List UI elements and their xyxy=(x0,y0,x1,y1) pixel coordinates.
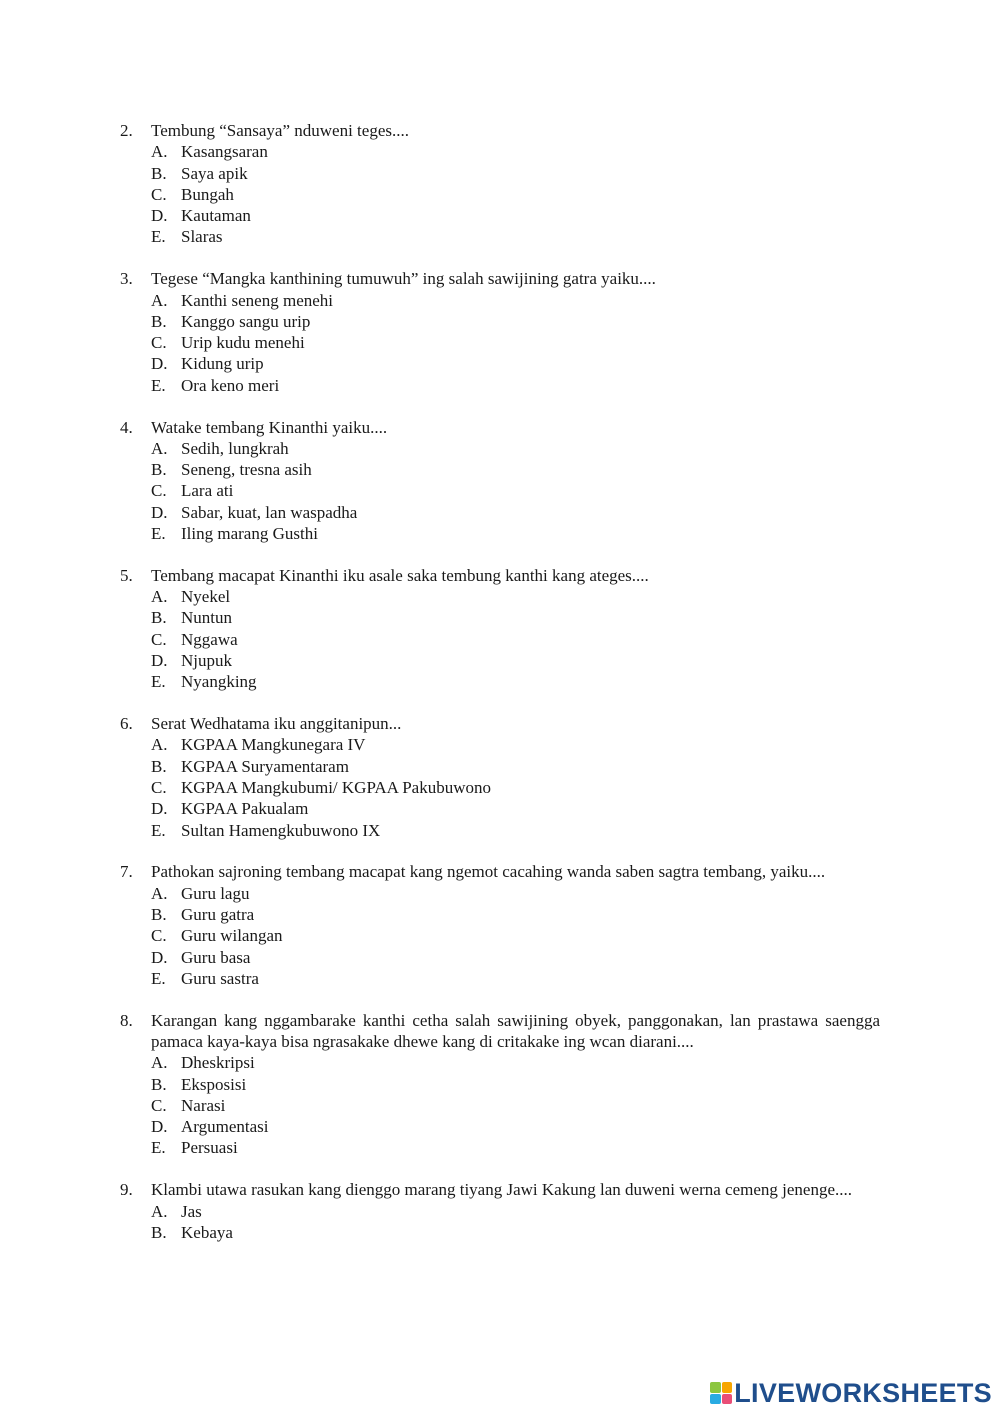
question-stem xyxy=(120,713,880,734)
answer-option[interactable] xyxy=(120,141,880,162)
question-number: 3. xyxy=(120,269,133,289)
option-letter: A. xyxy=(151,735,168,755)
answer-option[interactable] xyxy=(120,607,880,628)
question-number: 9. xyxy=(120,1180,133,1200)
answer-option[interactable] xyxy=(120,184,880,205)
question-text: Tembung “Sansaya” nduweni teges.... xyxy=(151,121,409,140)
option-letter: B. xyxy=(151,608,167,628)
question-number: 7. xyxy=(120,862,133,882)
option-letter: A. xyxy=(151,883,168,903)
question-item xyxy=(120,417,880,545)
answer-option[interactable] xyxy=(120,1074,880,1095)
option-text: Urip kudu menehi xyxy=(181,333,305,353)
answer-option[interactable] xyxy=(120,290,880,311)
option-text: Nuntun xyxy=(181,608,232,628)
question-item xyxy=(120,713,880,841)
option-text: Guru sastra xyxy=(181,968,259,988)
question-stem xyxy=(120,1010,880,1053)
option-letter: C. xyxy=(151,926,167,946)
answer-option[interactable] xyxy=(120,671,880,692)
option-text: Sedih, lungkrah xyxy=(181,438,289,458)
option-text: Nyangking xyxy=(181,672,257,692)
answer-option[interactable] xyxy=(120,502,880,523)
option-text: KGPAA Mangkubumi/ KGPAA Pakubuwono xyxy=(181,778,491,798)
question-text: Klambi utawa rasukan kang dienggo marang tiyang Jawi Kakung lan duweni werna cemeng jenenge.... xyxy=(151,1180,853,1200)
option-list xyxy=(120,586,880,692)
option-text: Bungah xyxy=(181,184,234,204)
option-letter: E. xyxy=(151,820,166,840)
answer-option[interactable] xyxy=(120,756,880,777)
option-text: Seneng, tresna asih xyxy=(181,460,312,480)
option-letter: E. xyxy=(151,227,166,247)
answer-option[interactable] xyxy=(120,1201,880,1222)
option-list xyxy=(120,1201,880,1244)
option-letter: A. xyxy=(151,1053,168,1073)
option-list xyxy=(120,141,880,247)
answer-option[interactable] xyxy=(120,883,880,904)
answer-option[interactable] xyxy=(120,629,880,650)
option-text: Dheskripsi xyxy=(181,1053,255,1073)
option-text: Iling marang Gusthi xyxy=(181,524,318,544)
question-text: Karangan kang nggambarake kanthi cetha salah sawijining obyek, panggonakan, lan prastawa saengga pamaca kaya-kaya bisa ngrasakake dhewe kang di critakake ing wcan diarani.... xyxy=(151,1010,880,1051)
option-text: Kasangsaran xyxy=(181,142,268,162)
answer-option[interactable] xyxy=(120,1137,880,1158)
answer-option[interactable] xyxy=(120,1222,880,1243)
answer-option[interactable] xyxy=(120,1116,880,1137)
question-item xyxy=(120,120,880,248)
question-number: 4. xyxy=(120,417,133,437)
option-text: Argumentasi xyxy=(181,1117,269,1137)
option-text: Kidung urip xyxy=(181,354,264,374)
answer-option[interactable] xyxy=(120,523,880,544)
option-letter: D. xyxy=(151,502,168,522)
question-text: Serat Wedhatama iku anggitanipun... xyxy=(151,714,402,734)
question-item xyxy=(120,1179,880,1243)
option-text: Guru gatra xyxy=(181,905,255,924)
option-letter: D. xyxy=(151,947,168,967)
answer-option[interactable] xyxy=(120,798,880,819)
option-letter: A. xyxy=(151,438,168,458)
option-letter: B. xyxy=(151,311,167,331)
option-letter: D. xyxy=(151,206,168,226)
question-stem xyxy=(120,417,880,438)
question-stem xyxy=(120,861,880,882)
answer-option[interactable] xyxy=(120,777,880,798)
option-text: Slaras xyxy=(181,227,223,247)
answer-option[interactable] xyxy=(120,650,880,671)
question-item xyxy=(120,861,880,989)
answer-option[interactable] xyxy=(120,904,880,925)
option-letter: D. xyxy=(151,354,168,374)
option-letter: C. xyxy=(151,1095,167,1115)
answer-option[interactable] xyxy=(120,586,880,607)
answer-option[interactable] xyxy=(120,375,880,396)
question-stem xyxy=(120,120,880,141)
option-text: Kautaman xyxy=(181,206,251,226)
answer-option[interactable] xyxy=(120,438,880,459)
question-text: Pathokan sajroning tembang macapat kang ngemot cacahing wanda saben sagtra tembang, yaiku.... xyxy=(151,862,826,882)
option-list xyxy=(120,438,880,544)
liveworksheets-logo xyxy=(710,1377,992,1409)
question-text: Tembang macapat Kinanthi iku asale saka tembung kanthi kang ateges.... xyxy=(151,565,649,585)
question-item xyxy=(120,268,880,396)
answer-option[interactable] xyxy=(120,734,880,755)
answer-option[interactable] xyxy=(120,353,880,374)
answer-option[interactable] xyxy=(120,332,880,353)
question-item xyxy=(120,1010,880,1159)
option-text: Guru basa xyxy=(181,947,251,967)
option-letter: D. xyxy=(151,1117,168,1137)
option-list xyxy=(120,883,880,989)
logo-text: LIVEWORKSHEETS xyxy=(734,1377,992,1408)
option-letter: E. xyxy=(151,524,166,544)
question-number: 5. xyxy=(120,565,133,585)
option-letter: B. xyxy=(151,756,167,776)
option-text: Sabar, kuat, lan waspadha xyxy=(181,502,358,522)
option-letter: E. xyxy=(151,968,166,988)
question-list xyxy=(120,120,880,1264)
option-letter: B. xyxy=(151,1074,167,1094)
question-number: 8. xyxy=(120,1010,133,1030)
option-text: Nggawa xyxy=(181,629,238,649)
liveworksheets-logo-icon xyxy=(710,1382,732,1404)
option-list xyxy=(120,734,880,840)
option-text: KGPAA Pakualam xyxy=(181,799,309,819)
option-text: Guru wilangan xyxy=(181,926,283,946)
answer-option[interactable] xyxy=(120,947,880,968)
answer-option[interactable] xyxy=(120,820,880,841)
question-number: 2. xyxy=(120,121,133,140)
option-letter: C. xyxy=(151,481,167,501)
answer-option[interactable] xyxy=(120,1095,880,1116)
question-stem xyxy=(120,1179,880,1200)
answer-option[interactable] xyxy=(120,968,880,989)
option-text: Njupuk xyxy=(181,651,232,671)
option-text: Sultan Hamengkubuwono IX xyxy=(181,820,381,840)
answer-option[interactable] xyxy=(120,311,880,332)
option-text: KGPAA Suryamentaram xyxy=(181,756,349,776)
question-number: 6. xyxy=(120,714,133,734)
answer-option[interactable] xyxy=(120,925,880,946)
option-list xyxy=(120,290,880,396)
option-text: Jas xyxy=(181,1201,202,1221)
option-letter: C. xyxy=(151,629,167,649)
question-stem xyxy=(120,565,880,586)
question-item xyxy=(120,565,880,693)
question-text: Tegese “Mangka kanthining tumuwuh” ing salah sawijining gatra yaiku.... xyxy=(151,269,656,289)
option-letter: C. xyxy=(151,333,167,353)
option-letter: A. xyxy=(151,587,168,607)
option-letter: E. xyxy=(151,672,166,692)
option-letter: E. xyxy=(151,375,166,395)
answer-option[interactable] xyxy=(120,1052,880,1073)
option-letter: E. xyxy=(151,1138,166,1158)
answer-option[interactable] xyxy=(120,480,880,501)
option-letter: A. xyxy=(151,290,168,310)
answer-option[interactable] xyxy=(120,459,880,480)
option-letter: B. xyxy=(151,905,167,924)
option-letter: B. xyxy=(151,1222,167,1242)
option-text: Narasi xyxy=(181,1095,226,1115)
option-text: Guru lagu xyxy=(181,883,250,903)
option-text: Ora keno meri xyxy=(181,375,280,395)
option-letter: B. xyxy=(151,460,167,480)
answer-option[interactable] xyxy=(120,205,880,226)
option-text: Lara ati xyxy=(181,481,234,501)
option-text: Kebaya xyxy=(181,1222,233,1242)
option-text: Persuasi xyxy=(181,1138,238,1158)
option-text: Nyekel xyxy=(181,587,231,607)
option-letter: B. xyxy=(151,163,167,183)
option-text: Kanthi seneng menehi xyxy=(181,290,334,310)
option-text: KGPAA Mangkunegara IV xyxy=(181,735,366,755)
question-stem xyxy=(120,268,880,289)
answer-option[interactable] xyxy=(120,226,880,247)
option-letter: D. xyxy=(151,651,168,671)
question-text: Watake tembang Kinanthi yaiku.... xyxy=(151,417,388,437)
option-letter: C. xyxy=(151,778,167,798)
option-letter: C. xyxy=(151,184,167,204)
option-text: Eksposisi xyxy=(181,1074,247,1094)
option-text: Kanggo sangu urip xyxy=(181,311,311,331)
option-text: Saya apik xyxy=(181,163,248,183)
answer-option[interactable] xyxy=(120,163,880,184)
option-letter: A. xyxy=(151,1201,168,1221)
option-list xyxy=(120,1052,880,1158)
option-letter: A. xyxy=(151,142,168,162)
option-letter: D. xyxy=(151,799,168,819)
